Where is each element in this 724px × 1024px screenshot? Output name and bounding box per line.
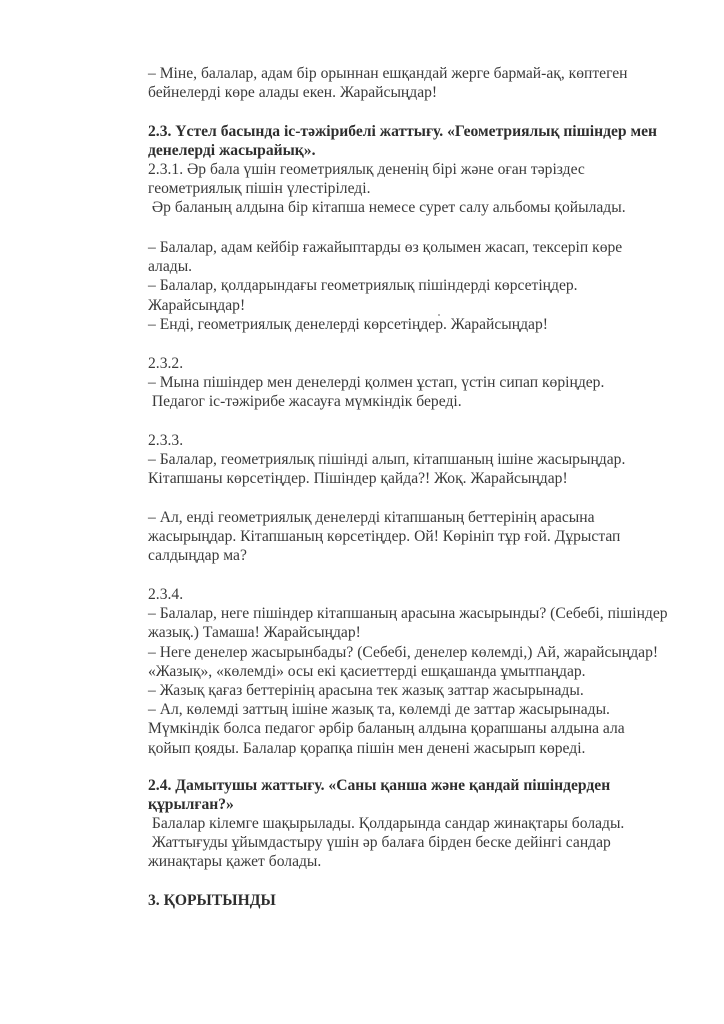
text-line: алады. [148,258,193,276]
heading-line: құрылған?» [148,796,234,814]
text-line: – Ал, көлемді заттың ішіне жазық та, көлемді де заттар жасырынады. [148,701,610,719]
section-2-4-body [148,814,718,872]
paragraph-2-3-2 [148,354,718,412]
text-line: Педагог іс-тәжірибе жасауға мүмкіндік береді. [148,393,462,411]
text-line: Кітапшаны көрсетіңдер. Пішіндер қайда?! Жоқ. Жарайсыңдар! [148,470,568,488]
text-line: – Балалар, геометриялық пішінді алып, кітапшаның ішіне жасырыңдар. [148,451,626,469]
text-line: бейнелерді көре алады екен. Жарайсыңдар! [148,84,438,102]
paragraph-2-3-1 [148,160,718,218]
text-line: – Балалар, неге пішіндер кітапшаның арасына жасырынды? (Себебі, пішіндер [148,605,668,623]
text-line: – Неге денелер жасырынбады? (Себебі, денелер көлемді,) Ай, жарайсыңдар! [148,643,659,661]
text-line: – Ал, енді геометриялық денелерді кітапшаның беттерінің арасына [148,509,595,526]
section-2-3-heading [148,122,718,160]
section-2-4-heading [148,776,718,814]
heading-line: 3. ҚОРЫТЫНДЫ [148,892,276,909]
text-line: 2.3.1. Әр бала үшін геометриялық дененің бірі және оған тәріздес [148,161,585,178]
text-line: салдыңдар ма? [148,547,247,565]
text-line: Мүмкіндік болса педагог әрбір баланың алдына қорапшаны алдына ала [148,720,625,738]
text-line: Әр баланың алдына бір кітапша немесе сурет салу альбомы қойылады. [148,199,626,217]
heading-line: 2.4. Дамытушы жаттығу. «Саны қанша және қандай пішіндерден [148,777,611,794]
text-line: 2.3.3. [148,432,184,449]
text-line: – Балалар, адам кейбір ғажайыптарды өз қолымен жасап, тексеріп көре [148,239,623,256]
text-line: «Жазық», «көлемді» осы екі қасиеттерді ешқашанда ұмытпаңдар. [148,662,586,680]
intro-paragraph [148,64,718,102]
dialog-paragraph-1 [148,238,718,334]
text-line: – Енді, геометриялық денелерді көрсетіңдер. Жарайсыңдар! [148,315,548,333]
text-line: – Мына пішіндер мен денелерді қолмен ұстап, үстін сипап көріңдер. [148,374,605,392]
heading-line: 2.3. Үстел басында іс-тәжірибелі жаттығу. «Геометриялық пішіндер мен [148,123,658,140]
text-line: жасырыңдар. Кітапшаның көрсетіңдер. Ой! Көрініп тұр ғой. Дұрыстап [148,528,621,546]
text-line: – Балалар, қолдарындағы геометриялық пішіндерді көрсетіңдер. [148,277,578,295]
text-line: Балалар кілемге шақырылады. Қолдарында сандар жинақтары болады. [148,815,625,832]
heading-line: денелерді жасырайық». [148,142,316,160]
text-line: Жаттығуды ұйымдастыру үшін әр балаға бірден беске дейінгі сандар [148,834,611,852]
text-line: қойып қояды. Балалар қорапқа пішін мен денені жасырып көреді. [148,739,586,757]
text-line: жазық.) Тамаша! Жарайсыңдар! [148,624,361,642]
paragraph-2-3-4 [148,585,718,758]
section-3-heading [148,891,718,910]
text-line: 2.3.4. [148,586,184,603]
text-line: – Міне, балалар, адам бір орыннан ешқандай жерге бармай-ақ, көптеген [148,65,628,82]
scan-speck [438,314,440,316]
dialog-paragraph-2 [148,508,718,566]
text-line: 2.3.2. [148,355,184,372]
text-line: – Жазық қағаз беттерінің арасына тек жазық заттар жасырынады. [148,682,584,700]
text-line: Жарайсыңдар! [148,296,246,314]
text-line: геометриялық пішін үлестіріледі. [148,180,371,198]
paragraph-2-3-3 [148,431,718,489]
text-line: жинақтары қажет болады. [148,853,322,871]
